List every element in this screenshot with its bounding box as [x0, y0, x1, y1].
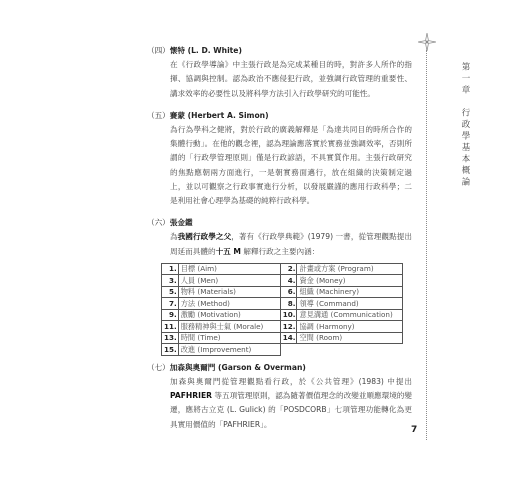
chapter-title: 第一章 行政學基本概論	[460, 62, 470, 189]
item-text: 人員 (Men)	[178, 275, 280, 287]
item-number: 8.	[280, 298, 297, 310]
page-number: 7	[411, 425, 418, 435]
table-row	[162, 286, 403, 298]
compass-star-icon	[418, 33, 436, 51]
section-index: （五）	[147, 110, 170, 120]
item-number: 2.	[280, 263, 297, 275]
section-title: 賽蒙 (Herbert A. Simon)	[169, 110, 269, 120]
intro-emphasis: 我國行政學之父	[177, 232, 232, 242]
section-heading-7	[147, 361, 412, 375]
item-number: 11.	[162, 321, 179, 333]
table-row	[162, 332, 403, 344]
section-heading-5	[147, 109, 412, 123]
section-heading-6	[147, 216, 412, 230]
item-number: 6.	[280, 286, 297, 298]
section-index: （四）	[147, 46, 170, 55]
intro-emphasis: 十五 M	[215, 246, 241, 256]
intro-text: 解釋行政之主要內涵：	[240, 246, 320, 256]
section-title: 張金鑑	[169, 218, 193, 228]
item-text: 物料 (Materials)	[178, 286, 280, 298]
table-row	[162, 275, 403, 287]
item-text: 協調 (Harmony)	[297, 321, 403, 333]
table-row	[162, 298, 403, 310]
item-text: 組織 (Machinery)	[297, 286, 403, 298]
item-text: 計畫或方案 (Program)	[297, 263, 403, 275]
item-text: 領導 (Command)	[297, 298, 403, 310]
section-title: 加森與奧爾門 (Garson & Overman)	[169, 362, 306, 372]
para-text: 等五項管理原則，認為隨著價值理念的改變並順應環境的變遷，應將古立克 (L. Gulick) 的「POSDCORB」七項管理功能轉化為更具實用價值的「PAFHRIER」。	[170, 391, 412, 429]
item-number: 1.	[162, 263, 179, 275]
section-index: （七）	[147, 362, 170, 372]
para-text: 加森與奧爾門從管理觀點看行政，於《公共管理》(1983) 中提出	[170, 377, 412, 387]
sidebar-dotted-line	[426, 50, 427, 440]
item-text: 方法 (Method)	[178, 298, 280, 310]
item-number: 4.	[280, 275, 297, 287]
section-index: （六）	[147, 218, 170, 228]
chapter-sidebar	[411, 0, 520, 500]
item-text: 意見溝通 (Communication)	[297, 309, 403, 321]
table-row	[162, 309, 403, 321]
intro-text: 為	[170, 232, 178, 242]
fifteen-m-table	[161, 263, 403, 356]
item-number: 14.	[280, 332, 297, 344]
item-number: 12.	[280, 321, 297, 333]
intro-text: ，著有《行政學典範》(1979) 一書，從管理觀點提出周延而具體的	[170, 232, 413, 256]
main-content	[147, 42, 412, 432]
item-text: 改進 (Improvement)	[178, 344, 280, 356]
item-text: 目標 (Aim)	[178, 263, 280, 275]
item-number: 7.	[162, 298, 179, 310]
item-text: 空間 (Room)	[297, 332, 403, 344]
table-row	[162, 263, 403, 275]
para-emphasis: PAFHRIER	[170, 391, 212, 401]
item-number: 13.	[162, 332, 179, 344]
item-text: 激勵 (Motivation)	[178, 309, 280, 321]
section-paragraph-7	[147, 375, 412, 432]
item-number: 9.	[162, 309, 179, 321]
item-text: 時間 (Time)	[178, 332, 280, 344]
table-row	[162, 344, 403, 356]
item-number: 15.	[162, 344, 179, 356]
section-paragraph-5: 為行為學科之健將，對於行政的廣義解釋是「為達共同目的時所合作的集體行動」。在他的觀念裡，認為理論應落實於實務並強調效率，否則所謂的「行政學管理原則」僅是行政諺語，不具實質作用。主張行政研究的焦點應朝兩方面進行，一是朝實務面邁行，放在組織的決策制定過上，並以可觀察之行政事實進行分析，以發展嚴謹的應用行政科學；二是利用社會心理學為基礎的純粹行政科學。	[170, 125, 412, 206]
item-number: 5.	[162, 286, 179, 298]
section-heading-4	[147, 44, 412, 58]
item-number: 3.	[162, 275, 179, 287]
section-title: 懷特 (L. D. White)	[169, 46, 242, 55]
section-paragraph-4: 在《行政學導論》中主張行政是為完成某種目的時，對許多人所作的指揮、協調與控制。認為政治不應侵犯行政，並強調行政管理的重要性、講求效率的必要性以及將科學方法引入行政學研究的可能性。	[170, 60, 412, 98]
section-paragraph-6	[147, 230, 412, 258]
item-text: 資金 (Money)	[297, 275, 403, 287]
table-row	[162, 321, 403, 333]
item-text: 服務精神與士氣 (Morale)	[178, 321, 280, 333]
item-number: 10.	[280, 309, 297, 321]
